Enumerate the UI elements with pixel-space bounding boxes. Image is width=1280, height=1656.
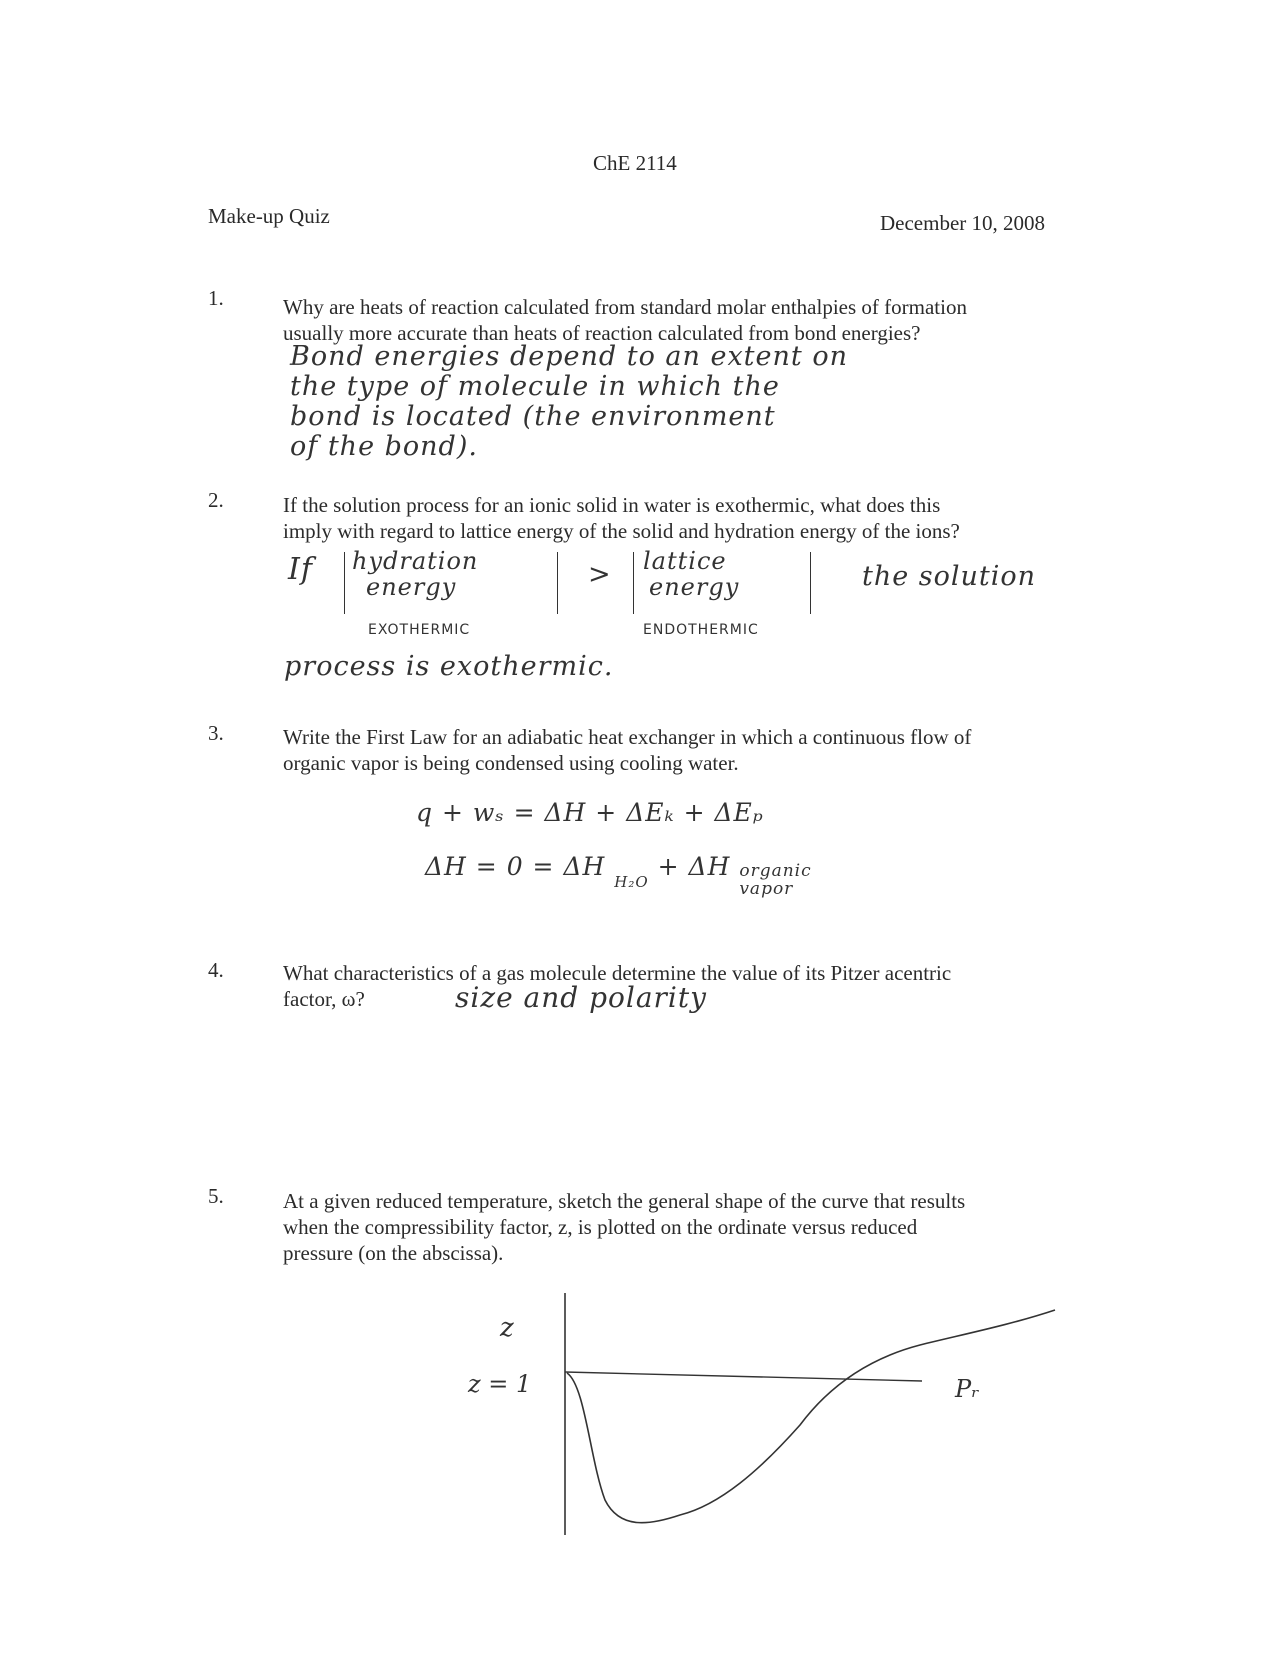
comparator: >: [588, 559, 612, 590]
question-number: 4.: [208, 958, 224, 982]
endothermic-note: ENDOTHERMIC: [643, 622, 759, 638]
hydration-energy: hydration energy: [352, 547, 479, 601]
answer-line: Bond energies depend to an extent on: [290, 341, 848, 372]
x-axis-label: Pᵣ: [955, 1375, 980, 1403]
question-line: pressure (on the abscissa).: [283, 1241, 504, 1265]
course-title: ChE 2114: [593, 151, 677, 175]
question-number: 3.: [208, 721, 224, 745]
answer-suffix: the solution: [862, 561, 1037, 592]
question-number: 5.: [208, 1184, 224, 1208]
question-line: Write the First Law for an adiabatic heat exchanger in which a continuous flow of: [283, 725, 972, 749]
question-line: What characteristics of a gas molecule determine the value of its Pitzer acentric: [283, 961, 952, 985]
answer-line: process is exothermic.: [284, 651, 614, 682]
energy-balance-equation: ΔH = 0 = ΔH $_{H_2O}$ + ΔH organic vapor: [425, 852, 812, 899]
answer-line: bond is located (the environment: [290, 401, 776, 432]
quiz-title: Make-up Quiz: [208, 204, 330, 228]
answer-line: of the bond).: [290, 431, 478, 462]
question-line: imply with regard to lattice energy of the solid and hydration energy of the ions?: [283, 519, 960, 543]
question-number: 2.: [208, 488, 224, 512]
question-line: when the compressibility factor, z, is plotted on the ordinate versus reduced: [283, 1215, 918, 1239]
question-line: usually more accurate than heats of reaction calculated from bond energies?: [283, 321, 921, 345]
z-equals-one-label: z = 1: [468, 1370, 532, 1398]
question-line: If the solution process for an ionic solid in water is exothermic, what does this: [283, 493, 941, 517]
lattice-energy: lattice energy: [643, 547, 740, 601]
question-line: factor, ω?: [283, 987, 365, 1011]
question-line: Why are heats of reaction calculated from standard molar enthalpies of formation: [283, 295, 967, 319]
question-number: 1.: [208, 286, 224, 310]
y-axis-label: z: [500, 1313, 514, 1343]
question-line: At a given reduced temperature, sketch the general shape of the curve that results: [283, 1189, 966, 1213]
exothermic-note: EXOTHERMIC: [368, 622, 471, 638]
quiz-date: December 10, 2008: [880, 211, 1046, 235]
handwritten-answer: size and polarity: [455, 981, 707, 1014]
answer-line: the type of molecule in which the: [290, 371, 780, 402]
answer-if: If: [288, 552, 313, 587]
question-line: organic vapor is being condensed using cooling water.: [283, 751, 739, 775]
z-curve: [567, 1310, 1055, 1523]
z-equals-one-line: [565, 1372, 922, 1381]
first-law-equation: q + wₛ = ΔH + ΔEₖ + ΔEₚ: [416, 798, 764, 827]
